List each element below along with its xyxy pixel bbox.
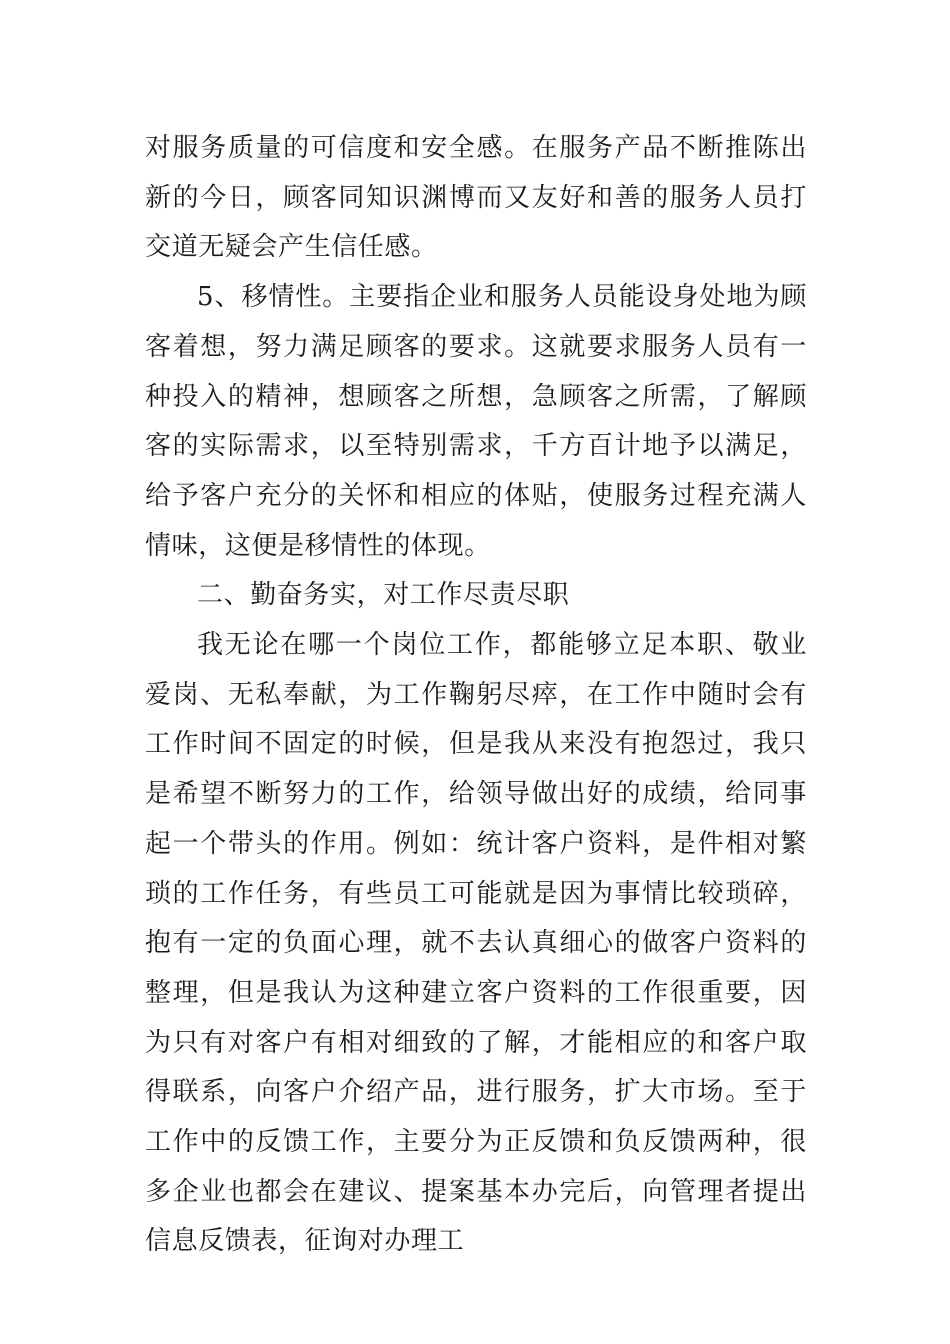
paragraph-service-assurance: 对服务质量的可信度和安全感。在服务产品不断推陈出新的今日，顾客同知识渊博而又友好和善的服务人员打交道无疑会产生信任感。 bbox=[145, 133, 807, 263]
paragraph-work-dedication: 我无论在哪一个岗位工作，都能够立足本职、敬业爱岗、无私奉献，为工作鞠躬尽瘁，在工作中随时会有工作时间不固定的时候，但是我从来没有抱怨过，我只是希望不断努力的工作，给领导做出好的成绩，给同事起一个带头的作用。例如：统计客户资料，是件相对繁琐的工作任务，有些员工可能就是因为事情比较琐碎，抱有一定的负面心理，就不去认真细心的做客户资料的整理，但是我认为这种建立客户资料的工作很重要，因为只有对客户有相对细致的了解，才能相应的和客户取得联系，向客户介绍产品，进行服务，扩大市场。至于工作中的反馈工作，主要分为正反馈和负反馈两种，很多企业也都会在建议、提案基本办完后，向管理者提出信息反馈表，征询对办理工 bbox=[145, 630, 807, 1257]
paragraph-empathy: 5、移情性。主要指企业和服务人员能设身处地为顾客着想，努力满足顾客的要求。这就要求服务人员有一种投入的精神，想顾客之所想，急顾客之所需，了解顾客的实际需求，以至特别需求，千方百计地予以满足，给予客户充分的关怀和相应的体贴，使服务过程充满人情味，这便是移情性的体现。 bbox=[145, 282, 807, 561]
section-heading-diligence: 二、勤奋务实，对工作尽责尽职 bbox=[197, 580, 570, 611]
document-body bbox=[145, 124, 807, 1267]
